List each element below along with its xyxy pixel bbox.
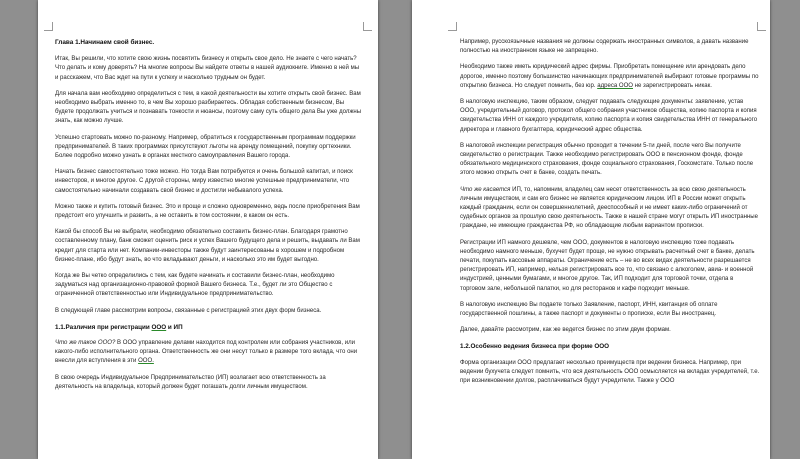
paragraph: Для начала вам необходимо определиться с тем, в какой деятельности вы хотите открыть свой бизнес. Вам необходимо выбрать именно то, в чем Вы хорошо разбираетесь. Обладая собственным бизнесом, Вы будете продолжать учиться и познавать тонкости и нюансы, поэтому саму суть общего дела Вы уже должны знать, как можно лучше. [55, 90, 362, 125]
paragraph: Далее, давайте рассмотрим, как же ведется бизнес по этим двум формам. [460, 327, 671, 334]
corner-mark-top-left [44, 22, 53, 31]
paragraph: Что же касается ИП, то, напомним, владелец сам несет ответственность за всю свою деятельность личным имуществом, и сам его бизнес не является юридическим лицом. ИП в России может открыть каждый гражданин, если он совершеннолетний, дееспособный и не имеет каких-либо ограничений от судебных органов за прошлую свою деятельность. Также в нашей стране могут открыть ИП иностранные граждане, не имеющие гражданства РФ, но обладающие любым вариантом прописки. [460, 186, 758, 230]
paragraph: Форма организации ООО предлагает несколько преимуществ при ведении бизнеса. Например, при ведении бухучета следует помнить, что вся деятельность ООО осмысляется на вкладах учредителей, т.е. при возникновении долгов, расплачиваться будут учредители. Также у ООО [460, 359, 760, 385]
paragraph: Когда же Вы четко определились с тем, как будете начинать и составили бизнес-план, необходимо задуматься над организационно-правовой формой Вашего бизнеса. Т.е., будет ли это Общество с ограниченной ответственностью или Индивидуальное предпринимательство. [55, 273, 335, 298]
paragraph: Можно также и купить готовый бизнес. Это и проще и сложно одновременно, ведь после приобретения Вам предстоит его улучшить и развить, а не оставить в том состоянии, в каком он есть. [55, 203, 360, 220]
paragraph: Начать бизнес самостоятельно тоже можно. Но тогда Вам потребуется и очень большой капитал, и поиск инвесторов, и многое другое. С другой стороны, миру известно многие успешные предприниматели, что самостоятельно начинали создавать свой бизнес и достигли небывалого успеха. [55, 169, 353, 194]
paragraph: В налоговую инспекцию, таким образом, следует подавать следующие документы: заявление, устав ООО, учредительный договор, протокол общего собрания участников общества, копию паспорта и копия свидетельства ИНН от каждого учредителя, копию паспорта и копия свидетельства ИНН от генерального директора и главного бухгалтера, юридический адрес общества. [460, 99, 758, 133]
chapter-title: Глава 1.Начинаем свой бизнес. [55, 39, 155, 46]
paragraph: Необходимо также иметь юридический адрес фирмы. Приобретать помещение или арендовать дело дорогое, именно поэтому большинство начинающих предпринимателей выбирают готовые программы по открытию бизнеса. Но следует помнить, без юр. адреса ООО не зарегистрировать никак. [460, 64, 759, 89]
section-title: 1.1.Различия при регистрации ООО и ИП [55, 323, 183, 331]
paragraph: В налоговую инспекцию Вы подаете только Заявление, паспорт, ИНН, квитанция об оплате государственной пошлины, а также паспорт и документы о прописке, если Вы иностранец. [460, 301, 718, 318]
paragraph: В налоговой инспекции регистрация обычно проходит в течении 5-ти дней, после чего Вы получите свидетельство о регистрации. Также необходимо регистрировать ООО в пенсионном фонде, фонде обязательного медицинского страхования, фонде социального страхования, Госкомстате. Только после этого можно открыть счет в банке, создать печать. [460, 142, 754, 177]
document-page-right [412, 0, 770, 459]
paragraph: Успешно стартовать можно по-разному. Например, обратиться к государственным программам поддержки предпринимателей. В таких программах присутствуют льготы на аренду помещений, покупку оргтехники. Более подробно можно узнать в органах местного самоуправления Вашего города. [55, 134, 356, 160]
corner-mark-top-right [363, 22, 372, 31]
document-page-left [38, 0, 378, 459]
paragraph: В следующей главе рассмотрим вопросы, связанные с регистрацией этих двух форм бизнеса. [55, 307, 322, 314]
paragraph: Итак, Вы решили, что хотите свою жизнь посвятить бизнесу и открыть свое дело. Не знаете с чего начать? Что делать и кому доверять? На многие вопросы Вы найдете ответы в нашей аудиокниге. Именно в ней мы и расскажем, что Вас ждет на пути к успеху и насколько трудным он будет. [55, 56, 360, 81]
paragraph: Что же такое ООО? В ООО управление делами находится под контролем или собрания участников, или какого-либо исполнительного органа. Ответственность же они несут только в размере того вклада, что они внесли для вступления в эти ООО. [55, 340, 358, 365]
section-title: 1.2.Особенно ведения бизнеса при форме ООО [460, 343, 610, 351]
page-text-right [460, 38, 760, 393]
paragraph: Например, русскоязычные названия не должны содержать иностранных символов, а давать название полностью на иностранном языке не запрещено. [460, 39, 749, 55]
paragraph: Какой бы способ Вы не выбрали, необходимо обязательно составить бизнес-план. Благодаря грамотно составленному плану, банк сможет оценить риск и успех Вашего будущего дела и решить, выдавать ли Вам кредит для старта или нет. Компании-инвесторы также будут заинтересованы в хорошем и подробном бизнес-плане, ибо будут знать, во что вкладывают деньги, и насколько это им будет выгодно. [55, 229, 360, 263]
corner-mark-top-right [757, 22, 766, 31]
paragraph: Регистрации ИП намного дешевле, чем ООО, документов в налоговую инспекцию тоже подавать необходимо намного меньше, бухучет будет проще, не нужно открывать расчетный счет в банке, делать печати, покупать кассовые аппараты. Ограничение есть – не во всех видах деятельности разрешается регистрировать ИП, например, нельзя регистрировать все то, что связано с алкоголем, авиа- и военной индустрией, ценными бумагами, и многое другое. Так, ИП подходит для торговой точки, отдела в торговом зале, небольшой палатки, но для ресторанов и кафе подходит меньше. [460, 239, 755, 292]
paragraph: В свою очередь Индивидуальное Предпринимательство (ИП) возлагает всю ответственность за деятельность на владельца, который должен будет погашать долги личным имуществом. [55, 374, 326, 390]
page-text-left [55, 38, 363, 399]
corner-mark-top-left [448, 22, 457, 31]
